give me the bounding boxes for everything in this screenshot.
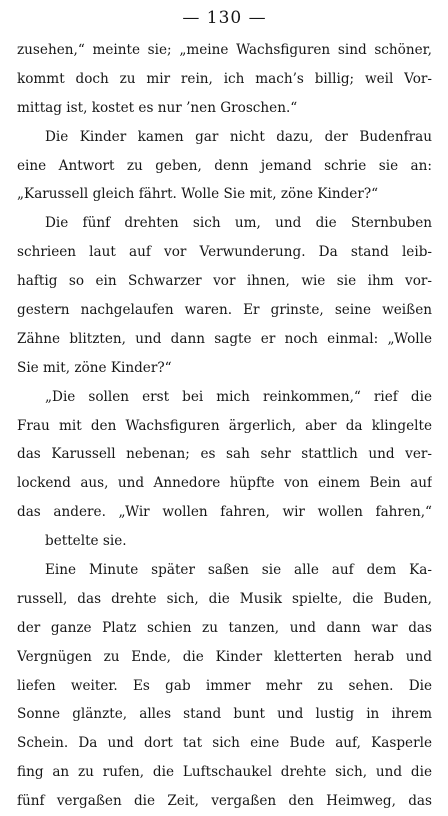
text-line: schrieen laut auf vor Verwunderung. Da stand leib- (17, 244, 432, 261)
text-line: Vergnügen zu Ende, die Kinder kletterten herab und (17, 648, 432, 665)
text-line: das andere. „Wir wollen fahren, wir wollen fahren,“ (17, 504, 432, 521)
text-line: Die fünf drehten sich um, und die Sternbuben (45, 215, 432, 232)
text-line: Sonne glänzte, alles stand bunt und lustig in ihrem (17, 706, 432, 723)
text-line: mittag ist, kostet es nur ’nen Groschen.“ (17, 99, 298, 116)
page-text (17, 36, 432, 816)
text-line: Eine Minute später saßen sie alle auf dem Ka- (45, 562, 432, 579)
text-line: russell, das drehte sich, die Musik spielte, die Buden, (17, 590, 432, 607)
text-line: Frau mit den Wachsfiguren ärgerlich, aber da klingelte (17, 417, 432, 434)
text-line: das Karussell nebenan; es sah sehr stattlich und ver- (17, 446, 432, 463)
text-line: Die Kinder kamen gar nicht dazu, der Budenfrau (45, 128, 432, 145)
text-line: bettelte sie. (45, 533, 127, 550)
text-line: kommt doch zu mir rein, ich mach’s billig; weil Vor- (17, 70, 432, 87)
text-line: fing an zu rufen, die Luftschaukel drehte sich, und die (17, 764, 432, 781)
text-line: lockend aus, und Annedore hüpfte von einem Bein auf (17, 475, 432, 492)
text-line: gestern nachgelaufen waren. Er grinste, seine weißen (17, 302, 432, 319)
page-number: — 130 — (182, 8, 267, 28)
text-line: Sie mit, zöne Kinder?“ (17, 359, 172, 376)
text-line: Schein. Da und dort tat sich eine Bude auf, Kasperle (17, 735, 432, 752)
text-line: „Die sollen erst bei mich reinkommen,“ rief die (45, 388, 432, 405)
text-line: „Karussell gleich fährt. Wolle Sie mit, zöne Kinder?“ (17, 186, 379, 203)
text-line: eine Antwort zu geben, denn jemand schrie sie an: (17, 157, 432, 174)
text-line: der ganze Platz schien zu tanzen, und dann war das (17, 619, 432, 636)
text-line: zusehen,“ meinte sie; „meine Wachsfiguren sind schöner, (17, 42, 432, 58)
text-line: haftig so ein Schwarzer vor ihnen, wie sie ihm vor- (17, 273, 432, 290)
text-line: fünf vergaßen die Zeit, vergaßen den Heimweg, das (17, 793, 432, 810)
text-line: Zähne blitzten, und dann sagte er noch einmal: „Wolle (17, 330, 432, 347)
text-line: liefen weiter. Es gab immer mehr zu sehen. Die (17, 677, 432, 694)
